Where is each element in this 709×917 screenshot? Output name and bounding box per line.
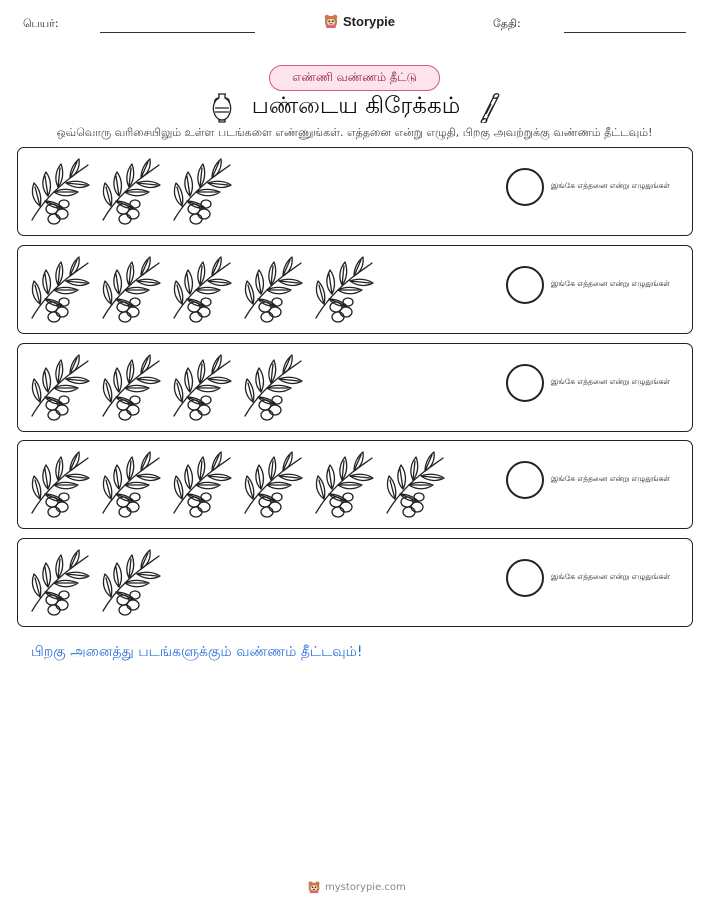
olive-group xyxy=(28,449,447,519)
olive-branch-icon[interactable] xyxy=(28,156,92,226)
olive-branch-icon[interactable] xyxy=(241,449,305,519)
olive-branch-icon[interactable] xyxy=(170,254,234,324)
olive-branch-icon[interactable] xyxy=(99,156,163,226)
olive-branch-icon[interactable] xyxy=(170,449,234,519)
olive-group xyxy=(28,254,376,324)
name-label: பெயர்: xyxy=(23,17,59,30)
site-footer xyxy=(307,880,406,894)
count-row xyxy=(17,343,693,432)
answer-hint: இங்கே எத்தனை என்று எழுதுங்கள் xyxy=(551,474,671,483)
answer-circle[interactable] xyxy=(506,364,544,402)
count-row xyxy=(17,538,693,627)
olive-branch-icon[interactable] xyxy=(241,352,305,422)
name-field[interactable] xyxy=(100,32,255,33)
instruction-text: ஒவ்வொரு வரிசையிலும் உள்ள படங்களை எண்ணுங்கள். எத்தனை என்று எழுதி, பிறகு அவற்றுக்கு வண்ணம் தீட்டவும்! xyxy=(56,126,653,139)
olive-branch-icon[interactable] xyxy=(170,156,234,226)
storypie-mascot-icon xyxy=(307,880,321,894)
olive-branch-icon[interactable] xyxy=(99,254,163,324)
answer-hint: இங்கே எத்தனை என்று எழுதுங்கள் xyxy=(551,181,671,190)
count-row xyxy=(17,147,693,236)
worksheet-title: பண்டைய கிரேக்கம் xyxy=(251,92,461,119)
answer-hint: இங்கே எத்தனை என்று எழுதுங்கள் xyxy=(551,279,671,288)
answer-circle[interactable] xyxy=(506,559,544,597)
footer-note: பிறகு அனைத்து படங்களுக்கும் வண்ணம் தீட்டவும்! xyxy=(31,644,363,660)
olive-group xyxy=(28,547,163,617)
answer-hint: இங்கே எத்தனை என்று எழுதுங்கள் xyxy=(551,377,671,386)
activity-badge: எண்ணி வண்ணம் தீட்டு xyxy=(269,65,440,91)
olive-branch-icon[interactable] xyxy=(28,254,92,324)
count-row xyxy=(17,440,693,529)
greek-vase-icon xyxy=(210,91,234,123)
brand-logo xyxy=(323,13,395,29)
olive-branch-icon[interactable] xyxy=(241,254,305,324)
count-row xyxy=(17,245,693,334)
olive-branch-icon[interactable] xyxy=(312,449,376,519)
answer-circle[interactable] xyxy=(506,168,544,206)
storypie-mascot-icon xyxy=(323,13,339,29)
brand-name: Storypie xyxy=(343,13,396,29)
date-field[interactable] xyxy=(564,32,686,33)
olive-branch-icon[interactable] xyxy=(28,547,92,617)
scroll-icon xyxy=(478,91,500,123)
olive-branch-icon[interactable] xyxy=(170,352,234,422)
olive-branch-icon[interactable] xyxy=(312,254,376,324)
olive-branch-icon[interactable] xyxy=(99,449,163,519)
date-label: தேதி: xyxy=(493,17,521,30)
title-row xyxy=(180,89,530,125)
answer-hint: இங்கே எத்தனை என்று எழுதுங்கள் xyxy=(551,572,671,581)
olive-branch-icon[interactable] xyxy=(99,352,163,422)
olive-branch-icon[interactable] xyxy=(28,449,92,519)
olive-group xyxy=(28,156,234,226)
answer-circle[interactable] xyxy=(506,266,544,304)
olive-branch-icon[interactable] xyxy=(383,449,447,519)
olive-branch-icon[interactable] xyxy=(99,547,163,617)
olive-branch-icon[interactable] xyxy=(28,352,92,422)
answer-circle[interactable] xyxy=(506,461,544,499)
site-url: mystorypie.com xyxy=(325,881,406,893)
olive-group xyxy=(28,352,305,422)
